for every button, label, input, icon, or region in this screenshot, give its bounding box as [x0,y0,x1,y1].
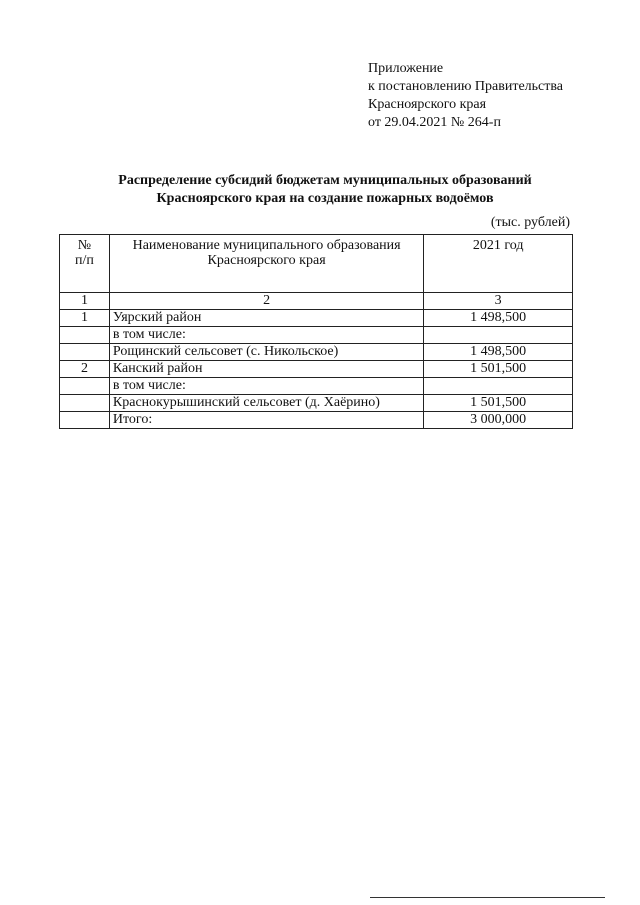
row-num [60,395,110,412]
annex-line: Красноярского края [368,97,487,112]
document-title [60,172,590,208]
row-num [60,344,110,361]
row-num: 2 [60,361,110,378]
title-line-1: Распределение субсидий бюджетам муниципальных образований [118,173,532,188]
table-row [60,361,573,378]
header-year: 2021 год [424,235,573,293]
column-number: 2 [109,293,423,310]
table-row [60,344,573,361]
row-name: Краснокурышинский сельсовет (д. Хаёрино) [109,395,423,412]
row-num [60,412,110,429]
table-row [60,395,573,412]
row-num [60,378,110,395]
row-num [60,327,110,344]
header-name: Наименование муниципального образования Красноярского края [109,235,423,293]
row-value: 1 501,500 [424,395,573,412]
row-value: 1 501,500 [424,361,573,378]
row-value [424,327,573,344]
row-value: 1 498,500 [424,310,573,327]
row-name: в том числе: [109,378,423,395]
header-num: № п/п [60,235,110,293]
annex-line: Приложение [368,61,444,76]
table-row [60,310,573,327]
total-row [60,412,573,429]
annex-line: к постановлению Правительства [368,79,564,94]
total-label: Итого: [109,412,423,429]
title-line-2: Красноярского края на создание пожарных водоёмов [156,191,494,206]
annex-block [368,60,563,132]
header-row [60,235,573,293]
row-num: 1 [60,310,110,327]
subsidies-table [59,234,573,429]
row-name: Рощинский сельсовет (с. Никольское) [109,344,423,361]
units-label: (тыс. рублей) [490,215,570,230]
row-value: 1 498,500 [424,344,573,361]
column-number-row [60,293,573,310]
column-number: 1 [60,293,110,310]
row-name: Канский район [109,361,423,378]
annex-line: от 29.04.2021 № 264-п [368,115,501,130]
row-name: в том числе: [109,327,423,344]
table-row [60,327,573,344]
total-value: 3 000,000 [424,412,573,429]
row-value [424,378,573,395]
footer-divider [370,897,605,898]
row-name: Уярский район [109,310,423,327]
column-number: 3 [424,293,573,310]
table-row [60,378,573,395]
